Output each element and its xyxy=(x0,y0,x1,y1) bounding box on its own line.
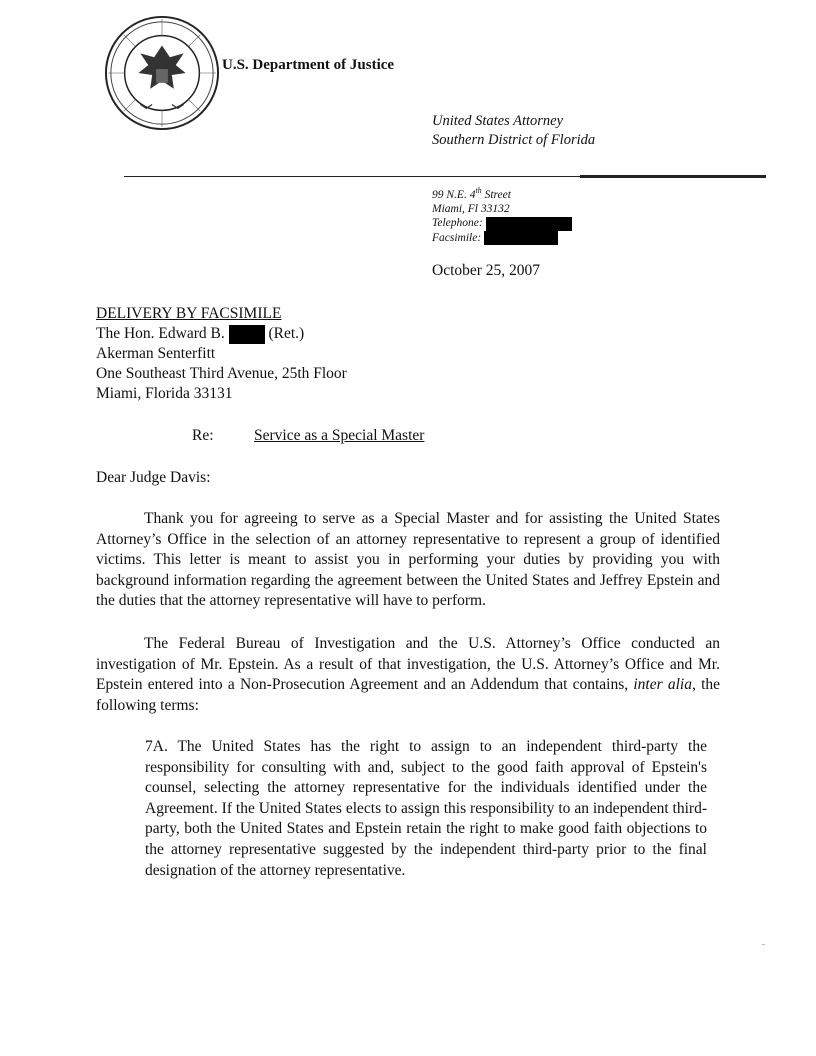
body-paragraph-1: Thank you for agreeing to serve as a Special Master and for assisting the United States Attorney’s Office in the selection of an attorney representative to represent a group of identified victims. This letter is meant to assist you in performing your duties by providing you with background information regarding the agreement between the United States and Jeffrey Epstein and the duties that the attorney representative will have to perform. xyxy=(96,510,720,610)
office-line-2: Southern District of Florida xyxy=(432,132,596,148)
redaction-facsimile xyxy=(484,231,558,245)
address-telephone: Telephone: xyxy=(432,216,572,230)
redaction-surname xyxy=(229,325,265,344)
doj-seal-icon xyxy=(103,14,221,132)
office-line-1: United States Attorney xyxy=(432,113,564,129)
re-subject: Service as a Special Master xyxy=(254,427,425,444)
scan-speck xyxy=(762,944,765,945)
header-rule-thick xyxy=(580,175,766,178)
recipient-city: Miami, Florida 33131 xyxy=(96,385,233,402)
subject-line xyxy=(192,427,424,445)
agreement-quote: 7A. The United States has the right to assign to an independent third-party the responsibility for consulting with and, subject to the good faith approval of Epstein's counsel, selecting the attorney representative for the individuals identified under the Agreement. If the United States elects to assign this responsibility to an independent third-party, both the United States and Epstein retain the right to make good faith objections to the attorney representative suggested by the independent third-party prior to the final designation of the attorney representative. xyxy=(145,738,707,879)
delivery-method: DELIVERY BY FACSIMILE xyxy=(96,305,282,322)
letter-date: October 25, 2007 xyxy=(432,262,541,279)
recipient-name: The Hon. Edward B. (Ret.) xyxy=(96,325,305,342)
recipient-street: One Southeast Third Avenue, 25th Floor xyxy=(96,365,347,382)
address-facsimile: Facsimile: xyxy=(432,231,572,245)
body-paragraph-2: The Federal Bureau of Investigation and the U.S. Attorney’s Office conducted an investigation of Mr. Epstein. As a result of that investigation, the U.S. Attorney’s Office and Mr. Epstein entered into a Non-Prosecution Agreement and an Addendum that contains, inter alia, the following terms: xyxy=(96,635,720,714)
address-city: Miami, Fl 33132 xyxy=(432,203,510,216)
redaction-telephone xyxy=(486,217,572,231)
recipient-firm: Akerman Senterfitt xyxy=(96,345,216,362)
address-street: 99 N.E. 4th Street xyxy=(432,186,511,201)
re-label: Re: xyxy=(192,427,214,444)
salutation: Dear Judge Davis: xyxy=(96,469,211,486)
office-address xyxy=(432,184,572,245)
recipient-block xyxy=(96,304,347,404)
department-name: U.S. Department of Justice xyxy=(222,57,395,73)
office-title xyxy=(432,112,595,150)
